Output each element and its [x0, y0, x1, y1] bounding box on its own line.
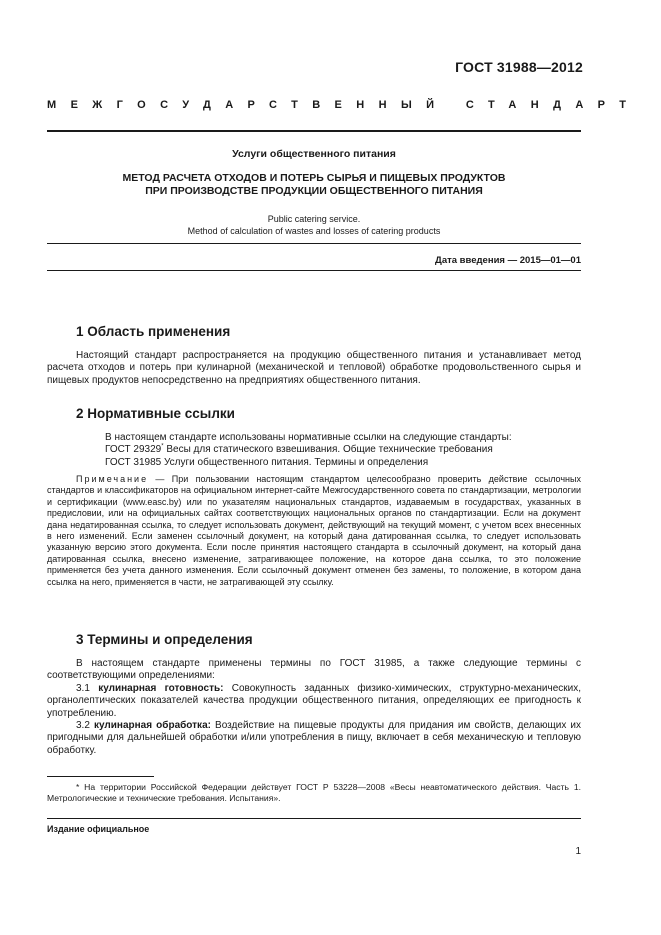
footnote: * На территории Российской Федерации действует ГОСТ Р 53228—2008 «Весы неавтоматического действия. Часть 1. Метрологические и технические требования. Испытания».: [47, 782, 581, 804]
title-rule: [47, 243, 581, 244]
section-2-references: [47, 432, 581, 469]
term-3-2: 3.2 кулинарная обработка: Воздействие на пищевые продукты для придания им свойств, делающих их пригодными для дальнейшей обработки и/или употребления в пищу, включает в себя механическую и тепловую обработку.: [47, 720, 581, 756]
edition-rule: [47, 818, 581, 819]
document-title: [47, 172, 581, 198]
english-title: [47, 213, 581, 237]
section-1-body: [47, 350, 581, 387]
header-rule: [47, 130, 581, 132]
section-1-heading: 1 Область применения: [76, 324, 231, 339]
title-line-2: ПРИ ПРОИЗВОДСТВЕ ПРОДУКЦИИ ОБЩЕСТВЕННОГО ПИТАНИЯ: [145, 185, 483, 197]
reference-gost-31985: ГОСТ 31985 Услуги общественного питания. Термины и определения: [105, 456, 429, 468]
edition-label: Издание официальное: [47, 824, 150, 834]
note-text: — При пользовании настоящим стандартом целесообразно проверить действие ссылочных стандартов и классификаторов на официальном интернет-сайте Межгосударственного совета по стандартизации, метрологии и сертификации (www.easc.by) или по указателям национальных стандартов, издаваемым в государствах, указанных в предисловии, или на официальных сайтах соответствующих национальных органов по стандартизации. Если на документ дана недатированная ссылка, то следует использовать документ, действующий на текущий момент, с учетом всех внесенных в него изменений. Если заменен ссылочный документ, на который дана датированная ссылка, то следует использовать указанную версию этого документа. Если после принятия настоящего стандарта в ссылочный документ, на который дана датированная ссылка, внесено изменение, затрагивающее положение, на которое дана ссылка, то это положение применяется без учета данного изменения. Если ссылочный документ отменен без замены, то положение, в котором дана ссылка на него, применяется в части, не затрагивающей эту ссылку.: [47, 474, 581, 587]
page-number: 1: [575, 846, 581, 857]
section-3-intro: В настоящем стандарте применены термины по ГОСТ 31985, а также следующие термины с соответствующими определениями:: [47, 658, 581, 682]
interstate-standard-banner: МЕЖГОСУДАРСТВЕННЫЙ СТАНДАРТ: [47, 99, 641, 111]
section-3-body: [47, 658, 581, 757]
note-label: Примечание: [76, 474, 149, 484]
footnote-marker: *: [161, 444, 164, 451]
references-note: [47, 474, 581, 588]
term-3-1-name: кулинарная готовность:: [98, 682, 224, 694]
english-title-line-1: Public catering service.: [267, 214, 361, 224]
section-2-heading: 2 Нормативные ссылки: [76, 406, 235, 421]
section-3-heading: 3 Термины и определения: [76, 632, 253, 647]
date-rule: [47, 270, 581, 271]
footnote-rule: [47, 776, 154, 777]
references-intro: В настоящем стандарте использованы нормативные ссылки на следующие стандарты:: [105, 432, 512, 443]
english-title-line-2: Method of calculation of wastes and losses of catering products: [187, 226, 441, 236]
document-subtitle: Услуги общественного питания: [232, 148, 396, 160]
reference-gost-29329: ГОСТ 29329* Весы для статического взвешивания. Общие технические требования: [105, 444, 493, 456]
term-3-1: 3.1 кулинарная готовность: Совокупность заданных физико-химических, структурно-механических, органолептических показателей качества продукции общественного питания, определяющих ее пригодность к употреблению.: [47, 682, 581, 719]
section-1-paragraph: Настоящий стандарт распространяется на продукцию общественного питания и устанавливает метод расчета отходов и потерь при кулинарной (механической и тепловой) обработке продовольственного сырья и пищевых продуктов непосредственно на предприятиях общественного питания.: [47, 350, 581, 386]
title-line-1: МЕТОД РАСЧЕТА ОТХОДОВ И ПОТЕРЬ СЫРЬЯ И ПИЩЕВЫХ ПРОДУКТОВ: [122, 172, 506, 184]
introduction-date: Дата введения — 2015—01—01: [435, 255, 581, 266]
term-3-2-name: кулинарная обработка:: [94, 720, 211, 732]
gost-number: ГОСТ 31988—2012: [455, 59, 583, 75]
